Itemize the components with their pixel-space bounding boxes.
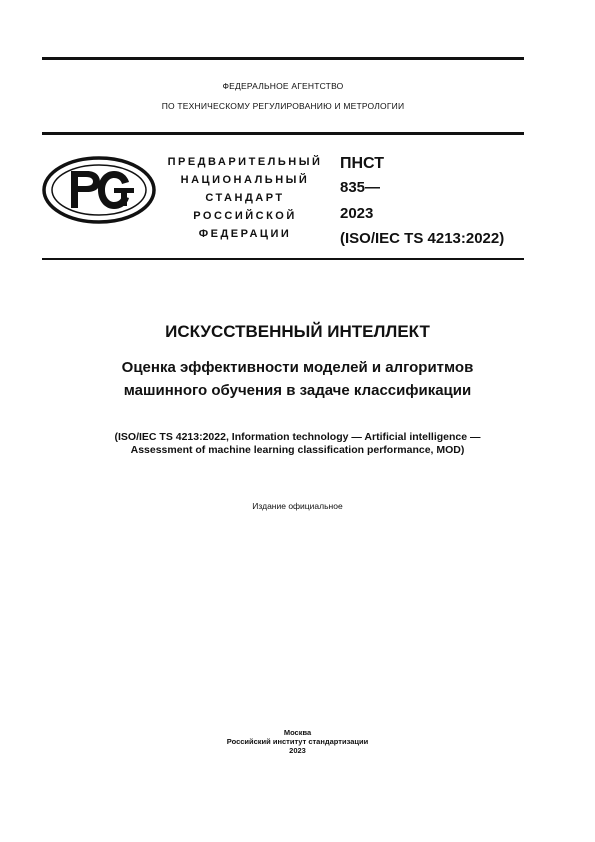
- header-rule: [42, 132, 524, 135]
- top-rule: [42, 57, 524, 60]
- agency-name-line2: ПО ТЕХНИЧЕСКОМУ РЕГУЛИРОВАНИЮ И МЕТРОЛОГИИ: [161, 101, 405, 111]
- reference-standard-line2: Assessment of machine learning classification performance, MOD): [130, 444, 465, 456]
- imprint-publisher: Российский институт стандартизации: [226, 737, 369, 746]
- imprint-city: Москва: [283, 728, 312, 737]
- standard-type-line3: СТАНДАРТ: [205, 192, 285, 204]
- imprint-year: 2023: [289, 746, 306, 755]
- standard-code-prefix: ПНСТ: [340, 155, 384, 172]
- gost-r-logo-icon: [42, 156, 156, 224]
- edition-label: Издание официальное: [252, 501, 343, 511]
- document-title: ИСКУССТВЕННЫЙ ИНТЕЛЛЕКТ: [165, 322, 430, 341]
- standard-code-year: 2023: [340, 205, 374, 222]
- standard-type-line4: РОССИЙСКОЙ: [193, 210, 297, 222]
- standard-code-number: 835—: [340, 179, 381, 196]
- document-subtitle-line1: Оценка эффективности моделей и алгоритмов: [121, 359, 474, 376]
- standard-code-reference: (ISO/IEC TS 4213:2022): [340, 230, 505, 247]
- document-subtitle-line2: машинного обучения в задаче классификации: [123, 382, 472, 399]
- standard-type-line5: ФЕДЕРАЦИИ: [198, 228, 292, 240]
- standard-block-rule: [42, 258, 524, 260]
- reference-standard-line1: (ISO/IEC TS 4213:2022, Information technology — Artificial intelligence —: [114, 431, 481, 443]
- standard-type-line2: НАЦИОНАЛЬНЫЙ: [180, 174, 310, 186]
- agency-name-line1: ФЕДЕРАЛЬНОЕ АГЕНТСТВО: [222, 81, 344, 91]
- standard-type-line1: ПРЕДВАРИТЕЛЬНЫЙ: [167, 156, 323, 168]
